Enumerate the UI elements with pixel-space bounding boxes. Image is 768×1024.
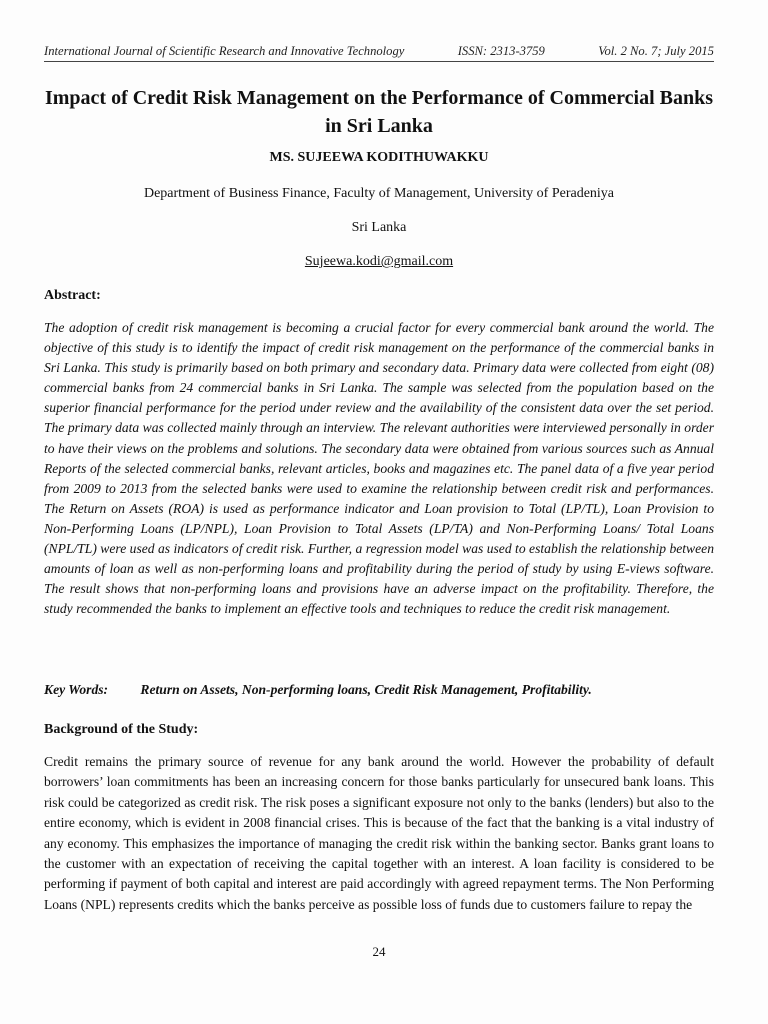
country: Sri Lanka xyxy=(351,220,407,235)
volume-issue: Vol. 2 No. 7; July 2015 xyxy=(598,44,714,58)
keywords-label: Key Words: xyxy=(44,682,109,697)
abstract-heading: Abstract: xyxy=(44,288,101,303)
background-text: Credit remains the primary source of revenue for any bank around the world. However the probability of default borrowers’ loan commitments has been an increasing concern for those banks particularly for unsecured bank loans. This risk could be categorized as credit risk. The risk poses a significant exposure not only to the banks (lenders) but also to the entire economy, which is evident in 2008 financial crises. This is because of the fact that the banking is a vital industry of any economy. This emphasizes the importance of managing the credit risk within the banking sector. Banks grant loans to the customer with an expectation of receiving the capital together with an interest. A loan facility is considered to be performing if payment of both capital and interest are paid accordingly with agreed repayment terms. The Non Performing Loans (NPL) represents credits which the banks perceive as possible loss of funds due to customers failure to repay the xyxy=(44,754,714,912)
author-name: MS. SUJEEWA KODITHUWAKKU xyxy=(269,150,489,165)
keywords xyxy=(44,682,714,698)
abstract-text: The adoption of credit risk management is becoming a crucial factor for every commercial bank around the world. The objective of this study is to identify the impact of credit risk management on the performance of the commercial banks in Sri Lanka. This study is primarily based on both primary and secondary data. Primary data were collected from eight (08) commercial banks from 24 commercial banks in Sri Lanka. The sample was selected from the population based on the superior financial performance for the period under review and the availability of the consistent data over the set period. The primary data was collected mainly through an interview. The relevant authorities were interviewed personally in order to have their views on the problems and solutions. The secondary data were obtained from various sources such as Annual Reports of the selected commercial banks, relevant articles, books and magazines etc. The panel data of a five year period from 2009 to 2013 from the selected banks were used to examine the relationship between credit risk and performances. The Return on Assets (ROA) is used as performance indicator and Loan provision to Total (LP/TL), Loan Provision to Non-Performing Loans (LP/NPL), Loan Provision to Total Assets (LP/TA) and Non-Performing Loans/ Total Loans (NPL/TL) were used as indicators of credit risk. Further, a regression model was used to establish the relationship between amounts of loan as well as non-performing loans and profitability during the period of study by using E-views software. The result shows that non-performing loans and provisions have an adverse impact on the profitability. Therefore, the study recommended the banks to implement an effective tools and techniques to reduce the credit risk management. xyxy=(44,320,714,617)
keywords-text: Return on Assets, Non-performing loans, Credit Risk Management, Profitability. xyxy=(140,682,592,697)
page-number: 24 xyxy=(372,944,386,959)
running-header xyxy=(44,44,714,62)
journal-name: International Journal of Scientific Research and Innovative Technology xyxy=(44,44,405,58)
paper-title: Impact of Credit Risk Management on the Performance of Commercial Banks in Sri Lanka xyxy=(44,87,714,137)
background-heading: Background of the Study: xyxy=(44,722,199,737)
author-email xyxy=(44,254,714,270)
issn: ISSN: 2313-3759 xyxy=(457,44,545,58)
email-link[interactable]: Sujeewa.kodi@gmail.com xyxy=(304,254,454,269)
affiliation: Department of Business Finance, Faculty of Management, University of Peradeniya xyxy=(143,186,615,201)
